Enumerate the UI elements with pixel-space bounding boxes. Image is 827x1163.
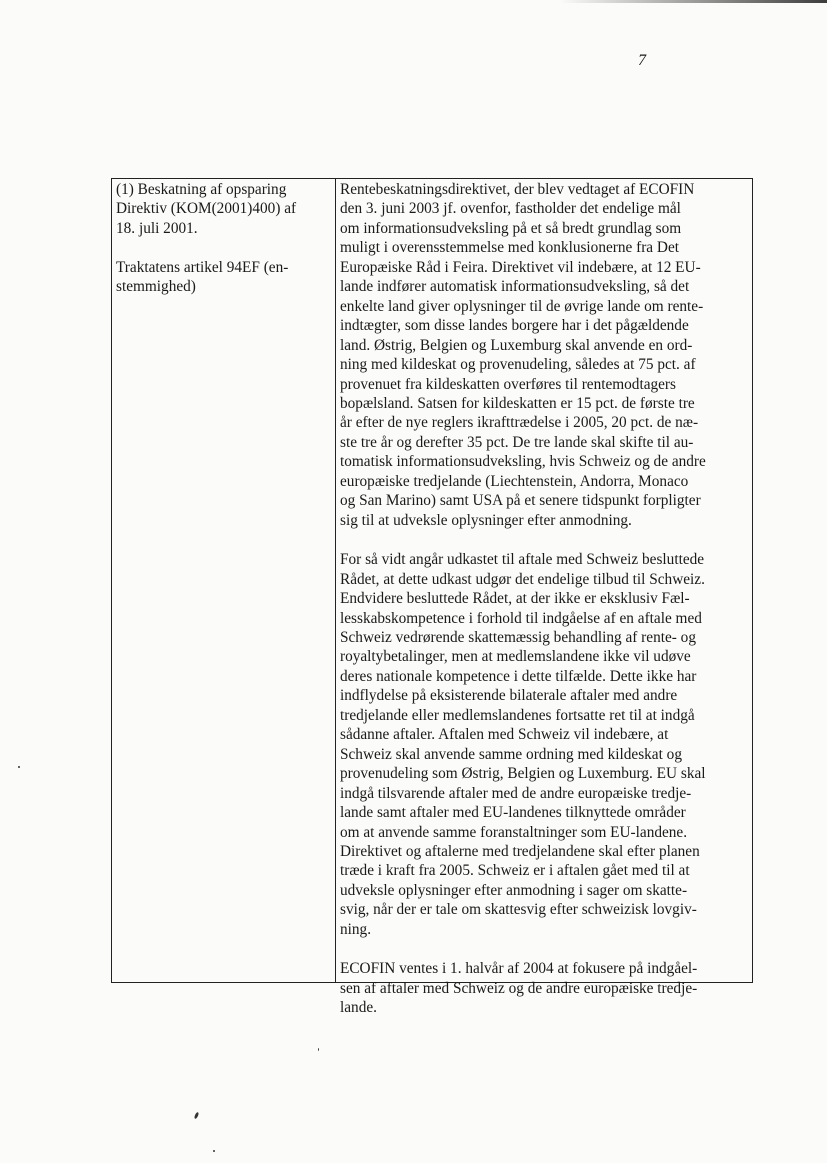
document-table bbox=[111, 178, 753, 1017]
scan-edge-mark bbox=[560, 0, 827, 3]
left-column bbox=[112, 179, 336, 982]
paragraph-ecofin: ECOFIN ventes i 1. halvår af 2004 at fokusere på indgåel- sen af aftaler med Schweiz og de andre europæiske tredje- lande. bbox=[340, 960, 698, 1017]
paragraph-directive: Rentebeskatningsdirektivet, der blev vedtaget af ECOFIN den 3. juni 2003 jf. ovenfor, fastholder det endelige mål om informationsudveksling på et så bredt grundlag som muligt i overensstemmelse med konklusionerne fra Det Europæiske Råd i Feira. Direktivet vil indebære, at 12 EU- lande indfører automatisk informationsudveksling, så det enkelte land giver oplysninger til de øvrige lande om rente- indtægter, som disse landes borgere har i det pågældende land. Østrig, Belgien og Luxemburg skal anvende en ord- ning med kildeskat og provenudeling, således at 75 pct. af provenuet fra kildeskatten overføres til rentemodtagers bopælsland. Satsen for kildeskatten er 15 pct. de første tre år efter de nye reglers ikrafttrædelse i 2005, 20 pct. de næ- ste tre år og derefter 35 pct. De tre lande skal skifte til au- tomatisk informationsudveksling, hvis Schweiz og de andre europæiske tredjelande (Liechtenstein, Andorra, Monaco og San Marino) samt USA på et senere tidspunkt forpligter sig til at udveksle oplysninger efter anmodning. bbox=[340, 181, 706, 529]
legal-basis-text: Traktatens artikel 94EF (en- stemmighed) bbox=[116, 258, 289, 296]
right-column bbox=[336, 179, 752, 1017]
scan-speck bbox=[18, 766, 20, 768]
page-number: 7 bbox=[638, 52, 646, 69]
reference-text: (1) Beskatning af opsparing Direktiv (KOM(2001)400) af 18. juli 2001. bbox=[116, 181, 297, 237]
scan-speck bbox=[194, 1112, 200, 1120]
paragraph-switzerland: For så vidt angår udkastet til aftale med Schweiz besluttede Rådet, at dette udkast udgør det endelige tilbud til Schweiz. Endvidere besluttede Rådet, at der ikke er eksklusiv Fæl- lesskabskompetence i forhold til indgåelse af en aftale med Schweiz vedrørende skattemæssig behandling af rente- og royaltybetalinger, men at medlemslandene ikke vil udøve deres nationale kompetence i dette tilfælde. Dette ikke har indflydelse på eksisterende bilaterale aftaler med andre tredjelande eller medlemslandenes fortsatte ret til at indgå sådanne aftaler. Aftalen med Schweiz vil indebære, at Schweiz skal anvende samme ordning med kildeskat og provenudeling som Østrig, Belgien og Luxemburg. EU skal indgå tilsvarende aftaler med de andre europæiske tredje- lande samt aftaler med EU-landenes tilknyttede områder om at anvende samme foranstaltninger som EU-landene. Direktivet og aftalerne med tredjelandene skal efter planen træde i kraft fra 2005. Schweiz er i aftalen gået med til at udveksle oplysninger efter anmodning i sager om skatte- svig, når der er tale om skattesvig efter schweizisk lovgiv- ning. bbox=[340, 551, 706, 938]
scan-speck bbox=[213, 1150, 215, 1152]
scan-speck bbox=[318, 1048, 319, 1051]
